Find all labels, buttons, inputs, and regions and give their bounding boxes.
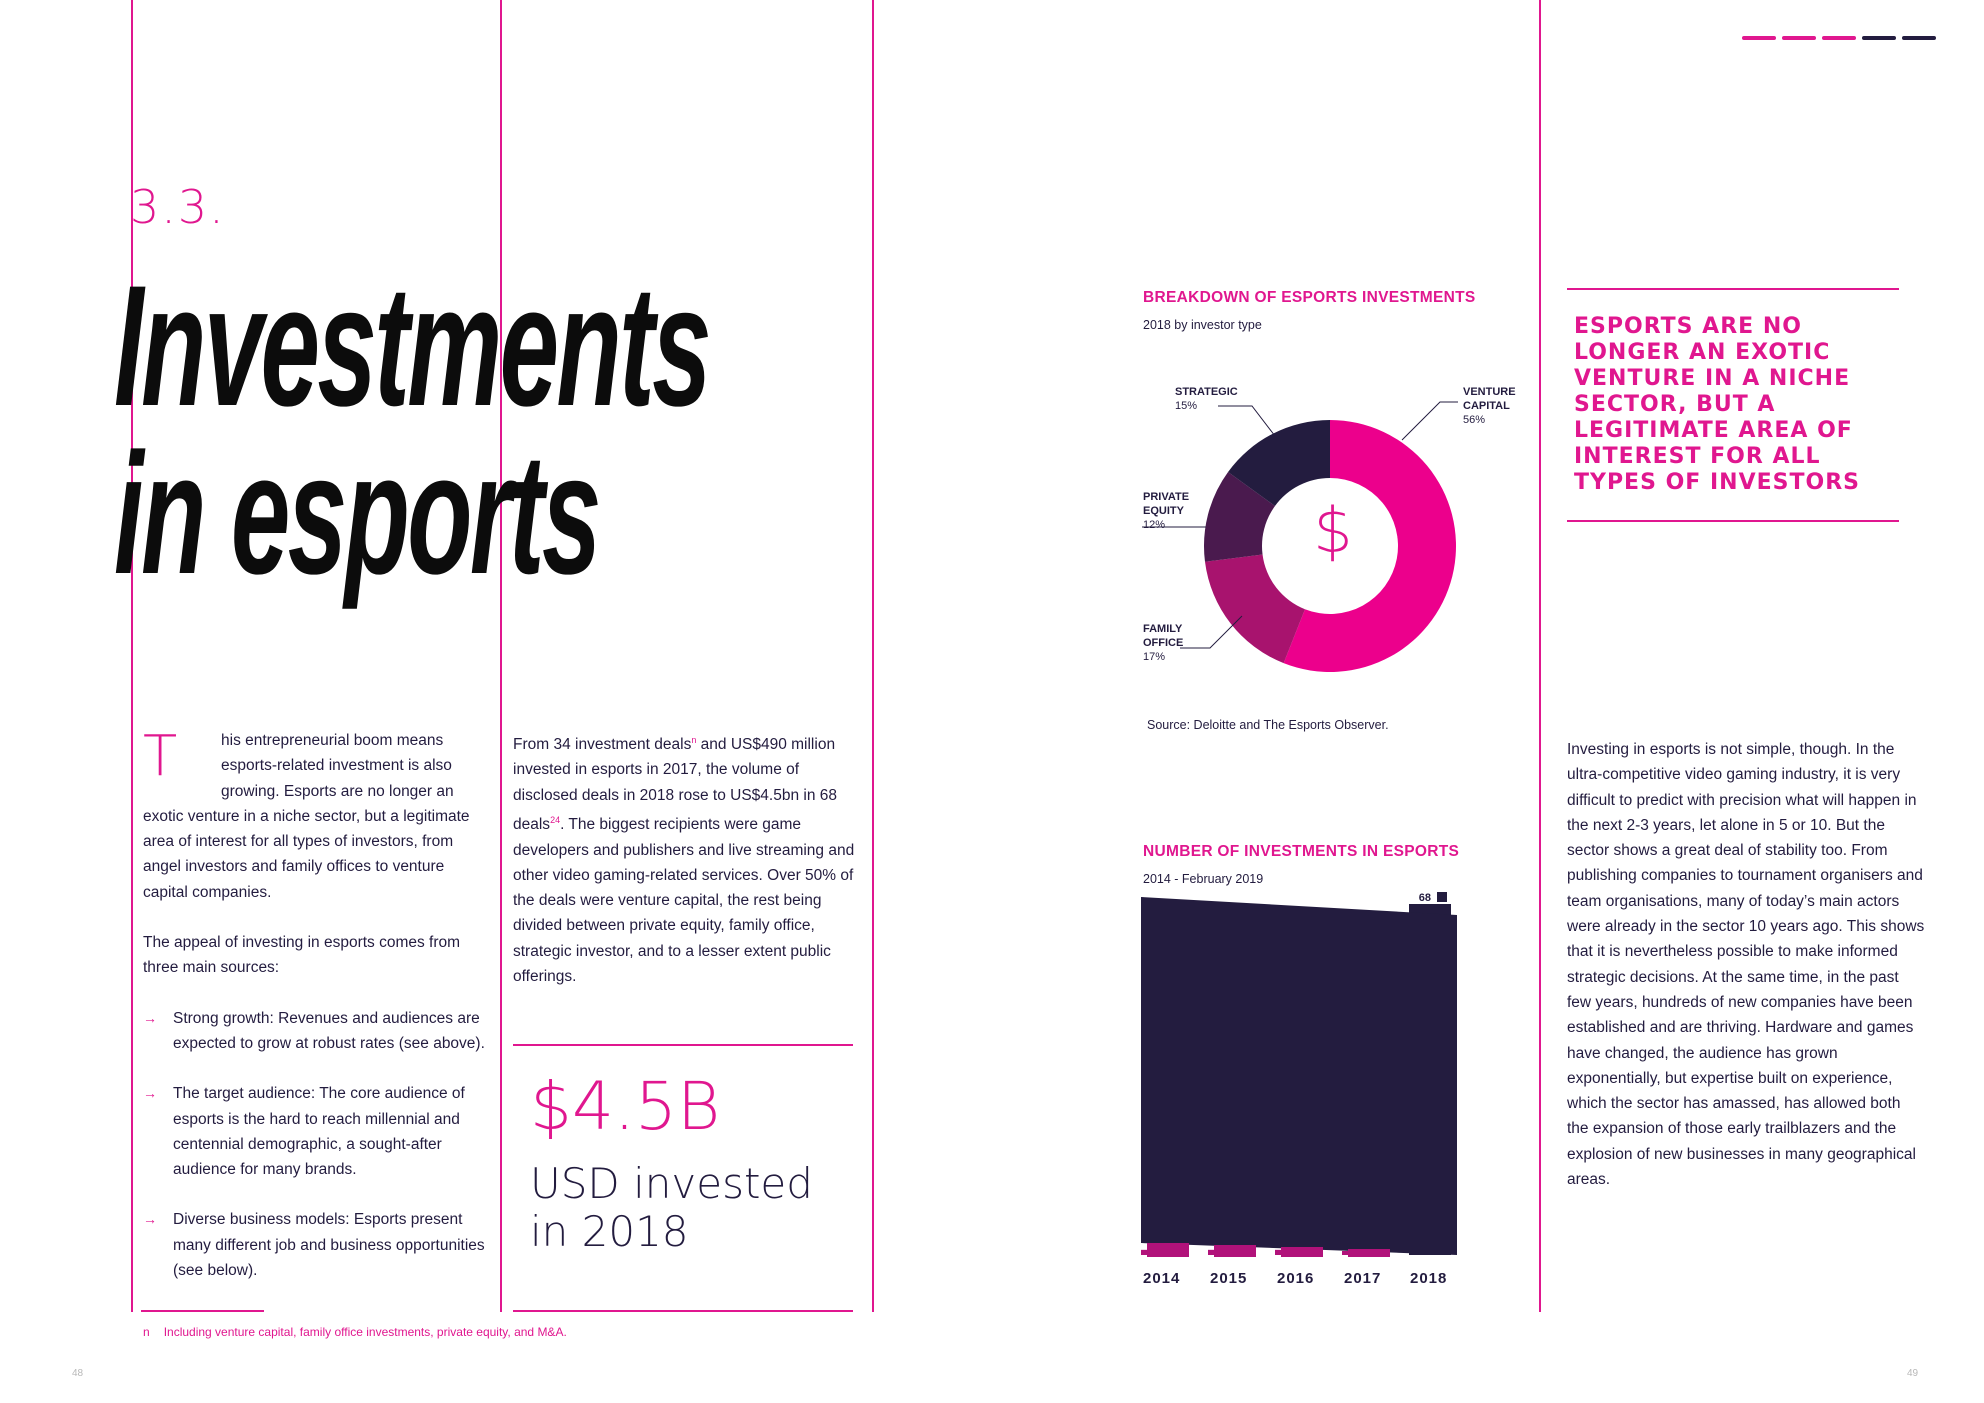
leader-line-venture <box>1402 402 1458 440</box>
arrow-icon: → <box>143 1009 157 1026</box>
donut-slice-family-office <box>1205 555 1305 664</box>
bar-chart <box>1140 880 1470 1300</box>
year-label-2016: 2016 <box>1277 1270 1315 1287</box>
page-title-line2: in esports <box>114 418 599 610</box>
decor-dash-5 <box>1902 36 1936 40</box>
dropcap: T <box>143 724 178 789</box>
bullet-item-audience <box>143 1081 491 1182</box>
column-rule-2 <box>500 0 502 1312</box>
arrow-icon: → <box>143 1085 157 1102</box>
column-rule-3 <box>872 0 874 1312</box>
year-label-2018: 2018 <box>1410 1270 1448 1287</box>
column-2-bottom-rule <box>513 1310 853 1312</box>
column-4-text: Investing in esports is not simple, though. In the ultra-competitive video gaming industry, it is very difficult to predict with precision what will happen in the next 2-3 years, let alone in 5 or 10. But the sector shows a great deal of stability too. From publishing companies to tournament organisers and team organisations, many of today’s main actors were already in the sector 10 years ago. This shows that it is nevertheless possible to make informed strategic decisions. At the same time, in the past few years, hundreds of new companies have been established and are thriving. Hardware and games have changed, the audience has grown exponentially, but expertise built on experience, which the sector has amassed, has allowed both the expansion of those early trailblazers and the explosion of new businesses in many geographical areas. <box>1567 741 1925 1189</box>
intro-text: his entrepreneurial boom means esports-related investment is also growing. Esports are no longer an exotic venture in a niche sector, but a legitimate area of interest for all types of investors, from angel investors and family offices to venture capital companies. <box>143 732 470 901</box>
page-number-right: 49 <box>1907 1368 1919 1379</box>
donut-chart-subtitle: 2018 by investor type <box>1143 318 1262 332</box>
quote-top-rule <box>1567 288 1899 290</box>
footnote-ref-n[interactable]: n <box>691 735 697 745</box>
donut-chart <box>1140 380 1520 700</box>
footnote-text: Including venture capital, family office investments, private equity, and M&A. <box>163 1325 567 1339</box>
arrow-icon: → <box>143 1211 157 1228</box>
bar-chart-title: NUMBER OF INVESTMENTS IN ESPORTS <box>1143 843 1460 860</box>
label-name-2: OFFICE <box>1143 637 1184 649</box>
col2-text-b: and US$490 million invested in esports in 2017, the volume of disclosed deals in 2018 rose to US$4.5bn in 68 deals <box>513 736 837 834</box>
appeal-paragraph: The appeal of investing in esports comes from three main sources: <box>143 934 461 977</box>
highlight-caption-line2: in 2018 <box>530 1207 689 1256</box>
footnote <box>143 1325 567 1339</box>
col2-text-a: From 34 investment deals <box>513 736 692 754</box>
bar-chart-subtitle: 2014 - February 2019 <box>1143 872 1264 886</box>
column-1-text <box>143 724 491 1308</box>
col2-text-c: . The biggest recipients were game developers and publishers and live streaming and other video gaming-related services. Over 50% of the deals were venture capital, the rest being divided between private equity, family office, strategic investor, and to a lesser extent public offerings. <box>513 816 855 985</box>
bar-base-2017 <box>1348 1249 1390 1257</box>
label-pct: 15% <box>1175 400 1198 412</box>
bar-value-label: 68 <box>1418 892 1431 904</box>
column-2-text <box>513 728 863 989</box>
bar-legend-marker <box>1437 892 1447 902</box>
highlight-value: $4.5B <box>530 1068 721 1145</box>
column-1-bottom-rule <box>141 1310 264 1312</box>
quote-bottom-rule <box>1567 520 1899 522</box>
bullet-item-growth <box>143 1006 491 1057</box>
highlight-top-rule <box>513 1044 853 1046</box>
label-name: VENTURE <box>1463 386 1516 398</box>
page-number-left: 48 <box>72 1368 84 1379</box>
label-pct: 12% <box>1143 519 1166 531</box>
donut-source: Source: Deloitte and The Esports Observer. <box>1147 718 1389 732</box>
column-rule-4 <box>1539 0 1541 1312</box>
year-label-2015: 2015 <box>1210 1270 1248 1287</box>
dollar-icon: $ <box>1313 494 1353 567</box>
year-label-2014: 2014 <box>1143 1270 1181 1287</box>
label-name: FAMILY <box>1143 623 1183 635</box>
label-name-2: EQUITY <box>1143 505 1184 517</box>
highlight-caption <box>530 1160 813 1256</box>
page-title-line1: Investments <box>114 250 710 442</box>
label-name: PRIVATE <box>1143 491 1190 503</box>
label-pct: 17% <box>1143 651 1166 663</box>
decor-dash-2 <box>1782 36 1816 40</box>
label-name-2: CAPITAL <box>1463 400 1510 412</box>
label-name: STRATEGIC <box>1175 386 1238 398</box>
bar-2018-area <box>1141 897 1457 1255</box>
decor-dash-4 <box>1862 36 1896 40</box>
pull-quote: ESPORTS ARE NO LONGER AN EXOTIC VENTURE IN A NICHE SECTOR, BUT A LEGITIMATE AREA OF INTEREST FOR ALL TYPES OF INVESTORS <box>1574 314 1860 495</box>
bullet-text: The target audience: The core audience of esports is the hard to reach millennial and centennial demographic, a sought-after audience for many brands. <box>173 1085 465 1179</box>
bullet-text: Diverse business models: Esports present many different job and business opportunities (see below). <box>173 1211 485 1280</box>
bar-base-2016 <box>1281 1247 1323 1257</box>
page-title <box>114 250 710 610</box>
decor-dash-3 <box>1822 36 1856 40</box>
bullet-item-business-models <box>143 1207 491 1283</box>
donut-chart-title: BREAKDOWN OF ESPORTS INVESTMENTS <box>1143 289 1476 306</box>
footnote-ref-24[interactable]: 24 <box>550 815 561 826</box>
intro-paragraph <box>143 724 491 905</box>
year-label-2017: 2017 <box>1344 1270 1382 1287</box>
bar-year-labels <box>1143 1270 1473 1290</box>
leader-line-strategic <box>1218 406 1275 436</box>
footnote-marker: n <box>143 1325 150 1339</box>
bar-base-2014 <box>1147 1243 1189 1257</box>
highlight-caption-line1: USD invested <box>530 1159 813 1208</box>
bullet-text: Strong growth: Revenues and audiences are expected to grow at robust rates (see above). <box>173 1009 485 1052</box>
decor-dash-1 <box>1742 36 1776 40</box>
bar-base-2015 <box>1214 1245 1256 1257</box>
label-pct: 56% <box>1463 414 1486 426</box>
section-number: 3.3. <box>130 180 226 234</box>
